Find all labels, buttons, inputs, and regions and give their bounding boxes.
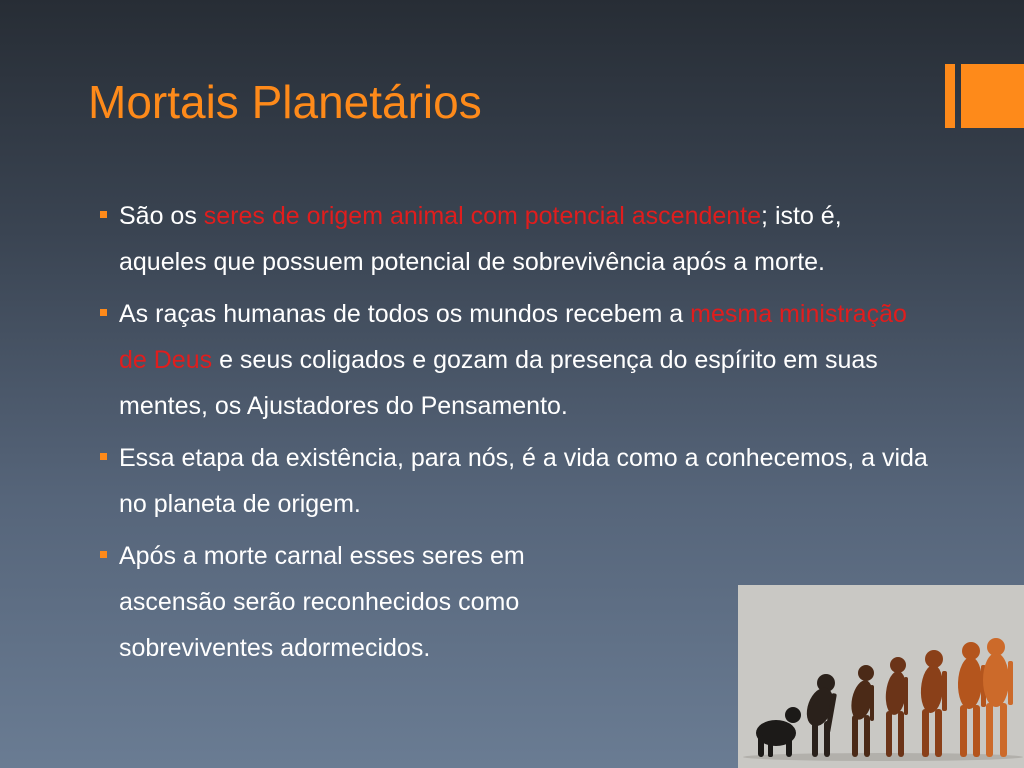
highlighted-text: seres de origem animal com potencial ascendente	[203, 202, 762, 230]
slide-title: Mortais Planetários	[88, 76, 482, 128]
bullet-item	[100, 435, 930, 527]
bullet-item	[100, 291, 930, 429]
bullet-marker-icon	[100, 551, 107, 558]
bullet-text: Essa etapa da existência, para nós, é a vida como a conhecemos, a vida no planeta de origem.	[119, 444, 928, 518]
accent-bar-wide	[961, 64, 1024, 128]
bullet-marker-icon	[100, 453, 107, 460]
bullet-marker-icon	[100, 211, 107, 218]
bullet-text: Após a morte carnal esses seres em ascensão serão reconhecidos como sobreviventes adormecidos.	[119, 542, 525, 662]
bullet-item	[100, 193, 930, 285]
bullet-text: São os seres de origem animal com potencial ascendente; isto é, aqueles que possuem potencial de sobrevivência após a morte.	[119, 202, 842, 276]
human-evolution-illustration-icon	[738, 585, 1024, 768]
bullet-marker-icon	[100, 309, 107, 316]
accent-bar-thin	[945, 64, 955, 128]
highlighted-text: mesma ministração de Deus	[119, 300, 907, 374]
bullet-item	[100, 533, 619, 671]
bullet-text: As raças humanas de todos os mundos recebem a mesma ministração de Deus e seus coligados e gozam da presença do espírito em suas mentes, os Ajustadores do Pensamento.	[119, 300, 907, 420]
